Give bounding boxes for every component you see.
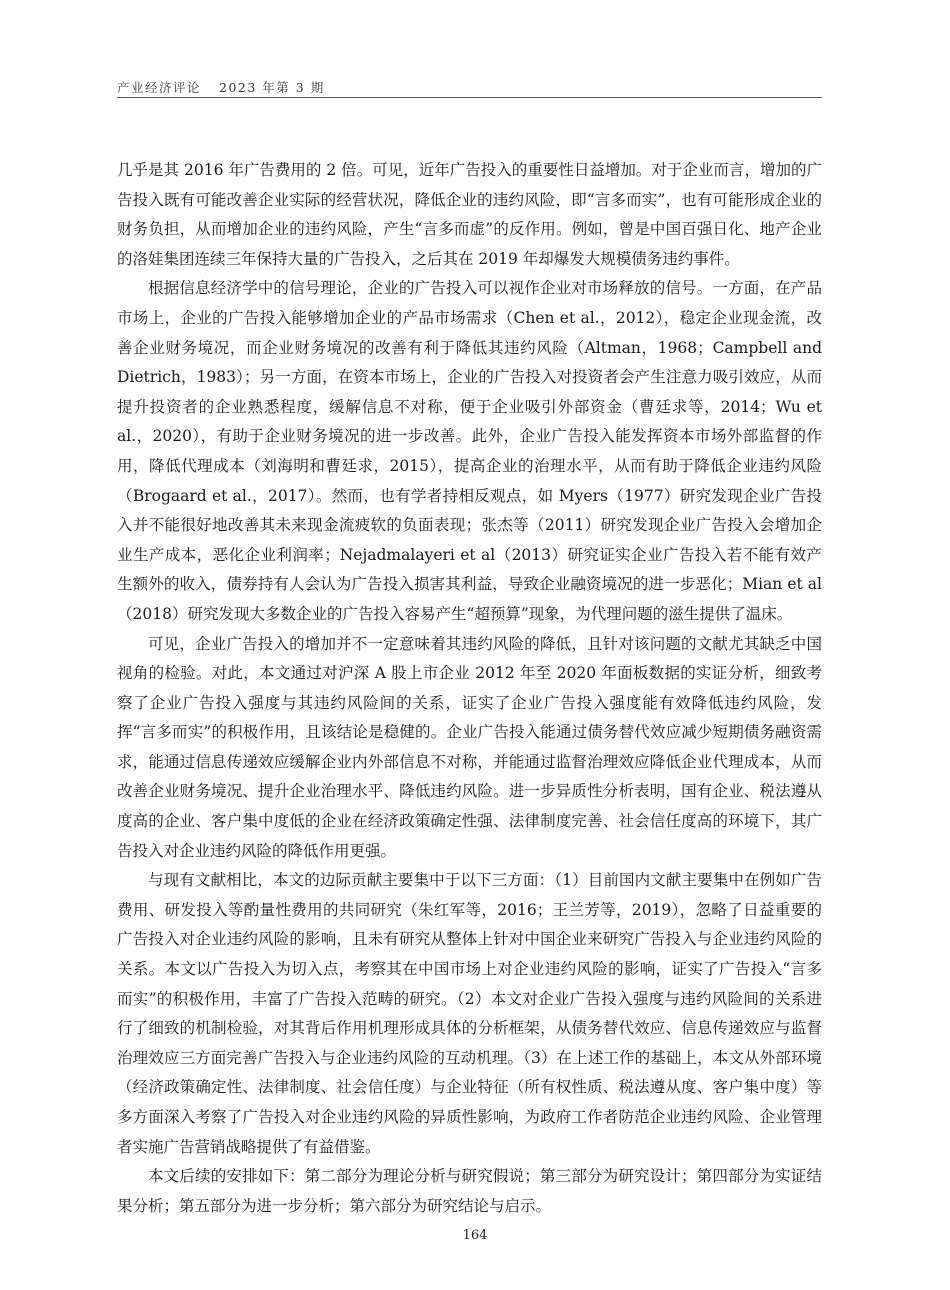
article-body <box>117 156 822 1221</box>
header-rule <box>117 97 822 98</box>
paragraph-structure: 本文后续的安排如下：第二部分为理论分析与研究假说；第三部分为研究设计；第四部分为实证结果分析；第五部分为进一步分析；第六部分为研究结论与启示。 <box>117 1167 822 1215</box>
paragraph-empirical-summary: 可见，企业广告投入的增加并不一定意味着其违约风险的降低，且针对该问题的文献尤其缺乏中国视角的检验。对此，本文通过对沪深 A 股上市企业 2012 年至 2020 年面板数据的实证分析，细致考察了企业广告投入强度与其违约风险间的关系，证实了企业广告投入强度能有效降低违约风险，发挥“言多而实”的积极作用，且该结论是稳健的。企业广告投入能通过债务替代效应减少短期债务融资需求，能通过信息传递效应缓解企业内外部信息不对称，并能通过监督治理效应降低企业代理成本，从而改善企业财务境况、提升企业治理水平、降低违约风险。进一步异质性分析表明，国有企业、税法遵从度高的企业、客户集中度低的企业在经济政策确定性强、法律制度完善、社会信任度高的环境下，其广告投入对企业违约风险的降低作用更强。 <box>117 634 822 860</box>
paragraph-continuation: 几乎是其 2016 年广告费用的 2 倍。可见，近年广告投入的重要性日益增加。对于企业而言，增加的广告投入既有可能改善企业实际的经营状况，降低企业的违约风险，即“言多而实”，也有可能形成企业的财务负担，从而增加企业的违约风险，产生“言多而虚”的反作用。例如，曾是中国百强日化、地产企业的洛娃集团连续三年保持大量的广告投入，之后其在 2019 年却爆发大规模债务违约事件。 <box>117 161 822 268</box>
page-number: 164 <box>462 1228 488 1243</box>
running-head <box>117 78 325 96</box>
journal-title: 产业经济评论 <box>117 80 202 95</box>
paragraph-signal-theory: 根据信息经济学中的信号理论，企业的广告投入可以视作企业对市场释放的信号。一方面，在产品市场上，企业的广告投入能够增加企业的产品市场需求（Chen et al.，2012），稳定企业现金流，改善企业财务境况，而企业财务境况的改善有利于降低其违约风险（Altman，1968；Campbell and Dietrich，1983）；另一方面，在资本市场上，企业的广告投入对投资者会产生注意力吸引效应，从而提升投资者的企业熟悉程度，缓解信息不对称，便于企业吸引外部资金（曹廷求等，2014；Wu et al.，2020），有助于企业财务境况的进一步改善。此外，企业广告投入能发挥资本市场外部监督的作用，降低代理成本（刘海明和曹廷求，2015），提高企业的治理水平，从而有助于降低企业违约风险（Brogaard et al.，2017）。然而，也有学者持相反观点，如 Myers（1977）研究发现企业广告投入并不能很好地改善其未来现金流疲软的负面表现；张杰等（2011）研究发现企业广告投入会增加企业生产成本，恶化企业利润率；Nejadmalayeri et al（2013）研究证实企业广告投入若不能有效产生额外的收入，债券持有人会认为广告投入损害其利益，导致企业融资境况的进一步恶化；Mian et al（2018）研究发现大多数企业的广告投入容易产生“超预算”现象，为代理问题的滋生提供了温床。 <box>117 279 822 623</box>
paragraph-contributions: 与现有文献相比，本文的边际贡献主要集中于以下三方面：（1）目前国内文献主要集中在例如广告费用、研发投入等酌量性费用的共同研究（朱红军等，2016；王兰芳等，2019），忽略了日益重要的广告投入对企业违约风险的影响，且未有研究从整体上针对中国企业来研究广告投入与企业违约风险的关系。本文以广告投入为切入点，考察其在中国市场上对企业违约风险的影响，证实了广告投入“言多而实”的积极作用，丰富了广告投入范畴的研究。（2）本文对企业广告投入强度与违约风险间的关系进行了细致的机制检验，对其背后作用机理形成具体的分析框架，从债务替代效应、信息传递效应与监督治理效应三方面完善广告投入与企业违约风险的互动机理。（3）在上述工作的基础上，本文从外部环境（经济政策确定性、法律制度、社会信任度）与企业特征（所有权性质、税法遵从度、客户集中度）等多方面深入考察了广告投入对企业违约风险的异质性影响，为政府工作者防范企业违约风险、企业管理者实施广告营销战略提供了有益借鉴。 <box>117 871 822 1156</box>
issue-label: 2023 年第 3 期 <box>219 80 325 95</box>
